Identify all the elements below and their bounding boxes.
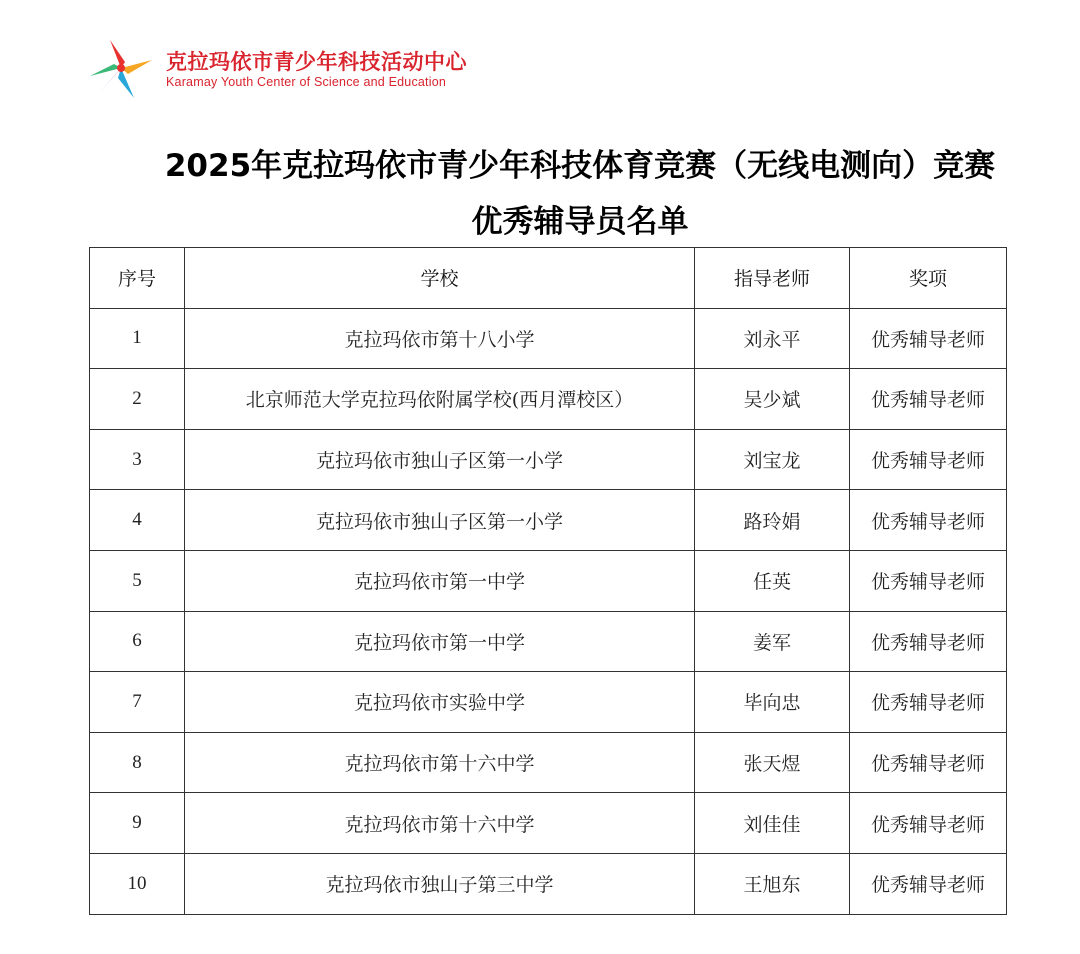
teacher-cell: 张天煜	[695, 732, 850, 793]
row-number: 7	[90, 672, 185, 733]
school-cell: 克拉玛依市独山子第三中学	[185, 853, 695, 914]
award-roster-table	[89, 247, 1007, 915]
school-cell: 克拉玛依市第一中学	[185, 550, 695, 611]
award-cell: 优秀辅导老师	[850, 611, 1007, 672]
row-number: 8	[90, 732, 185, 793]
teacher-cell: 吴少斌	[695, 369, 850, 430]
award-cell: 优秀辅导老师	[850, 369, 1007, 430]
teacher-cell: 刘佳佳	[695, 793, 850, 854]
row-number: 5	[90, 550, 185, 611]
school-cell: 克拉玛依市独山子区第一小学	[185, 490, 695, 551]
document-title-line-2: 优秀辅导员名单	[471, 204, 689, 240]
row-number: 4	[90, 490, 185, 551]
school-cell: 北京师范大学克拉玛依附属学校(西月潭校区）	[185, 369, 695, 430]
table-header-row	[90, 248, 1007, 309]
award-cell: 优秀辅导老师	[850, 853, 1007, 914]
award-cell: 优秀辅导老师	[850, 732, 1007, 793]
table-row	[90, 490, 1007, 551]
table-row	[90, 672, 1007, 733]
row-number: 6	[90, 611, 185, 672]
award-cell: 优秀辅导老师	[850, 550, 1007, 611]
school-cell: 克拉玛依市第十六中学	[185, 732, 695, 793]
org-logo	[88, 38, 467, 100]
table-row	[90, 429, 1007, 490]
pinwheel-logo-icon	[88, 38, 154, 100]
table-row	[90, 550, 1007, 611]
award-cell: 优秀辅导老师	[850, 490, 1007, 551]
school-cell: 克拉玛依市第十六中学	[185, 793, 695, 854]
teacher-cell: 刘永平	[695, 308, 850, 369]
award-cell: 优秀辅导老师	[850, 308, 1007, 369]
table-row	[90, 732, 1007, 793]
column-header-teacher: 指导老师	[695, 248, 850, 309]
school-cell: 克拉玛依市第一中学	[185, 611, 695, 672]
teacher-cell: 刘宝龙	[695, 429, 850, 490]
org-name-cn: 克拉玛依市青少年科技活动中心	[166, 49, 467, 74]
column-header-number: 序号	[90, 248, 185, 309]
school-cell: 克拉玛依市独山子区第一小学	[185, 429, 695, 490]
table-row	[90, 611, 1007, 672]
column-header-school: 学校	[185, 248, 695, 309]
table-row	[90, 853, 1007, 914]
row-number: 1	[90, 308, 185, 369]
table-row	[90, 793, 1007, 854]
award-cell: 优秀辅导老师	[850, 672, 1007, 733]
teacher-cell: 路玲娟	[695, 490, 850, 551]
school-cell: 克拉玛依市第十八小学	[185, 308, 695, 369]
row-number: 3	[90, 429, 185, 490]
table-row	[90, 369, 1007, 430]
award-cell: 优秀辅导老师	[850, 793, 1007, 854]
document-title-line-1: 2025年克拉玛依市青少年科技体育竞赛（无线电测向）竞赛	[164, 148, 996, 184]
teacher-cell: 任英	[695, 550, 850, 611]
table-row	[90, 308, 1007, 369]
column-header-award: 奖项	[850, 248, 1007, 309]
row-number: 2	[90, 369, 185, 430]
award-cell: 优秀辅导老师	[850, 429, 1007, 490]
teacher-cell: 毕向忠	[695, 672, 850, 733]
teacher-cell: 王旭东	[695, 853, 850, 914]
row-number: 9	[90, 793, 185, 854]
org-name-en: Karamay Youth Center of Science and Education	[166, 74, 447, 89]
row-number: 10	[90, 853, 185, 914]
school-cell: 克拉玛依市实验中学	[185, 672, 695, 733]
teacher-cell: 姜军	[695, 611, 850, 672]
